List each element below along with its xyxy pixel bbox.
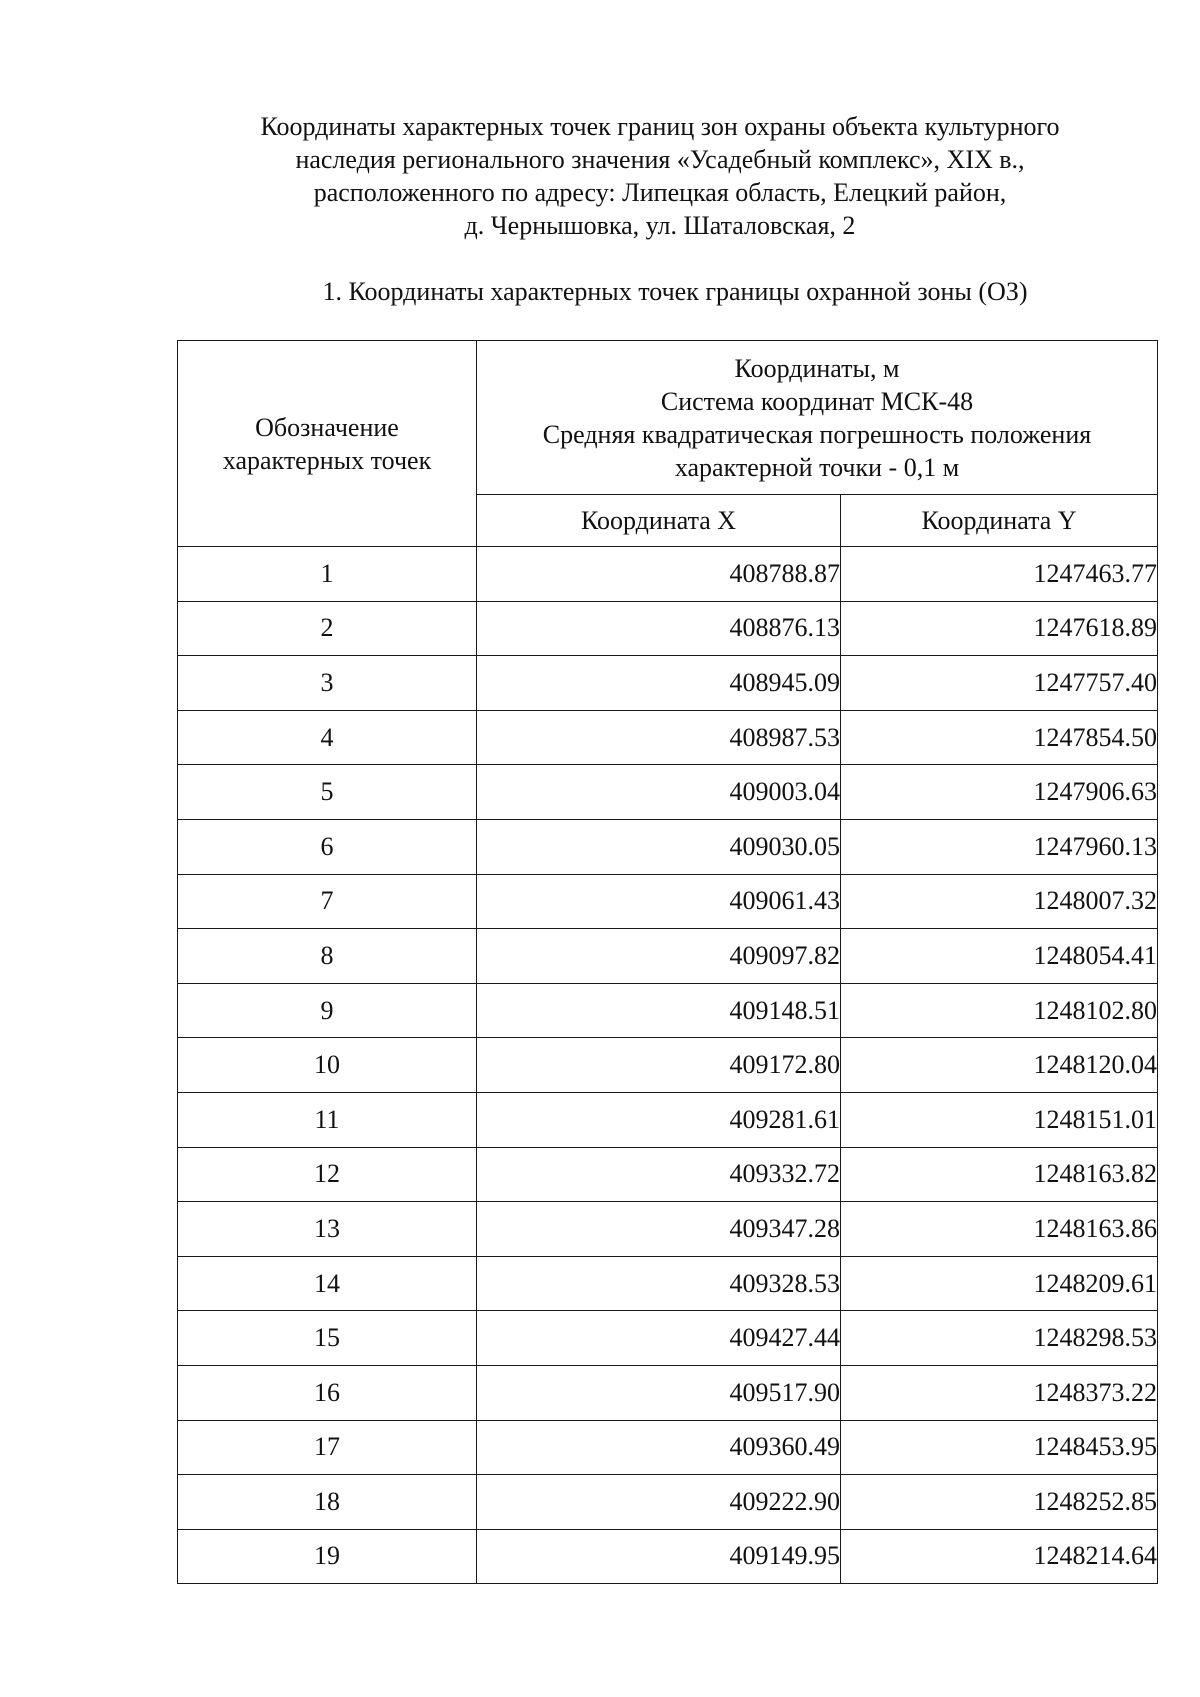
- point-number-cell: 11: [178, 1092, 477, 1147]
- point-number-cell: 7: [178, 874, 477, 929]
- x-header: Координата X: [477, 495, 841, 547]
- coordinate-y-cell: 1247906.63: [841, 765, 1158, 820]
- coordinate-x-cell: 409332.72: [477, 1147, 841, 1202]
- coordinate-x-cell: 409149.95: [477, 1529, 841, 1584]
- coordinate-y-cell: 1247618.89: [841, 601, 1158, 656]
- coordinate-y-cell: 1248453.95: [841, 1420, 1158, 1475]
- table-row: [178, 1147, 1158, 1202]
- coordinate-y-cell: 1247463.77: [841, 547, 1158, 602]
- coordinate-x-cell: 409172.80: [477, 1038, 841, 1093]
- coordinate-y-cell: 1248163.82: [841, 1147, 1158, 1202]
- designation-header: [178, 341, 477, 547]
- coordinate-y-cell: 1248163.86: [841, 1202, 1158, 1257]
- coordinate-y-cell: 1248151.01: [841, 1092, 1158, 1147]
- coordinates-header-line-2: Система координат МСК-48: [660, 386, 974, 416]
- table-row: [178, 1256, 1158, 1311]
- document-title: [160, 110, 1160, 242]
- coordinate-x-cell: 409222.90: [477, 1475, 841, 1530]
- coordinate-x-cell: 408788.87: [477, 547, 841, 602]
- table-row: [178, 1092, 1158, 1147]
- table-row: [178, 1311, 1158, 1366]
- coordinate-y-cell: 1248252.85: [841, 1475, 1158, 1530]
- coordinate-y-cell: 1248214.64: [841, 1529, 1158, 1584]
- point-number-cell: 12: [178, 1147, 477, 1202]
- designation-header-line-2: характерных точек: [222, 445, 432, 475]
- point-number-cell: 19: [178, 1529, 477, 1584]
- coordinates-rows: [178, 547, 1158, 1584]
- coordinate-x-cell: 409097.82: [477, 929, 841, 984]
- coordinate-x-cell: 409061.43: [477, 874, 841, 929]
- table-row: [178, 929, 1158, 984]
- table-row: [178, 1202, 1158, 1257]
- coordinate-y-cell: 1247854.50: [841, 710, 1158, 765]
- coordinate-x-cell: 409148.51: [477, 983, 841, 1038]
- table-row: [178, 874, 1158, 929]
- coordinate-x-cell: 409347.28: [477, 1202, 841, 1257]
- coordinate-x-cell: 409281.61: [477, 1092, 841, 1147]
- point-number-cell: 6: [178, 819, 477, 874]
- point-number-cell: 16: [178, 1365, 477, 1420]
- table-row: [178, 710, 1158, 765]
- coordinate-y-cell: 1247960.13: [841, 819, 1158, 874]
- coordinate-x-cell: 408876.13: [477, 601, 841, 656]
- coordinate-x-cell: 408945.09: [477, 656, 841, 711]
- designation-header-line-1: Обозначение: [255, 412, 399, 442]
- point-number-cell: 5: [178, 765, 477, 820]
- table-row: [178, 765, 1158, 820]
- coordinates-group-header: [477, 341, 1158, 495]
- y-header: Координата Y: [841, 495, 1158, 547]
- section-heading: 1. Координаты характерных точек границы охранной зоны (ОЗ): [322, 277, 1028, 306]
- title-line-2: наследия регионального значения «Усадебный комплекс», XIX в.,: [295, 145, 1025, 174]
- coordinate-x-cell: 409030.05: [477, 819, 841, 874]
- coordinate-x-cell: 409003.04: [477, 765, 841, 820]
- point-number-cell: 1: [178, 547, 477, 602]
- coordinate-y-cell: 1247757.40: [841, 656, 1158, 711]
- point-number-cell: 2: [178, 601, 477, 656]
- coordinate-y-cell: 1248054.41: [841, 929, 1158, 984]
- coordinate-x-cell: 409328.53: [477, 1256, 841, 1311]
- coordinate-x-cell: 409517.90: [477, 1365, 841, 1420]
- point-number-cell: 9: [178, 983, 477, 1038]
- coordinate-y-cell: 1248102.80: [841, 983, 1158, 1038]
- point-number-cell: 3: [178, 656, 477, 711]
- table-row: [178, 601, 1158, 656]
- table-row: [178, 1038, 1158, 1093]
- title-line-4: д. Чернышовка, ул. Шаталовская, 2: [464, 211, 856, 240]
- table-row: [178, 656, 1158, 711]
- coordinate-x-cell: 409427.44: [477, 1311, 841, 1366]
- coordinates-header-line-4: характерной точки - 0,1 м: [674, 452, 960, 482]
- coordinate-y-cell: 1248007.32: [841, 874, 1158, 929]
- table-row: [178, 1365, 1158, 1420]
- title-line-1: Координаты характерных точек границ зон охраны объекта культурного: [260, 112, 1060, 141]
- point-number-cell: 4: [178, 710, 477, 765]
- coordinate-y-cell: 1248209.61: [841, 1256, 1158, 1311]
- table-row: [178, 1475, 1158, 1530]
- point-number-cell: 8: [178, 929, 477, 984]
- coordinates-header-line-3: Средняя квадратическая погрешность положения: [542, 419, 1092, 449]
- coordinate-y-cell: 1248120.04: [841, 1038, 1158, 1093]
- table-row: [178, 1420, 1158, 1475]
- point-number-cell: 15: [178, 1311, 477, 1366]
- point-number-cell: 13: [178, 1202, 477, 1257]
- table-row: [178, 547, 1158, 602]
- title-line-3: расположенного по адресу: Липецкая область, Елецкий район,: [313, 178, 1007, 207]
- point-number-cell: 14: [178, 1256, 477, 1311]
- coordinates-header-line-1: Координаты, м: [734, 353, 900, 383]
- table-row: [178, 1529, 1158, 1584]
- table-row: [178, 983, 1158, 1038]
- table-row: [178, 819, 1158, 874]
- coordinates-table: [177, 340, 1158, 1584]
- coordinate-x-cell: 409360.49: [477, 1420, 841, 1475]
- coordinate-y-cell: 1248298.53: [841, 1311, 1158, 1366]
- point-number-cell: 18: [178, 1475, 477, 1530]
- coordinate-y-cell: 1248373.22: [841, 1365, 1158, 1420]
- point-number-cell: 17: [178, 1420, 477, 1475]
- coordinate-x-cell: 408987.53: [477, 710, 841, 765]
- point-number-cell: 10: [178, 1038, 477, 1093]
